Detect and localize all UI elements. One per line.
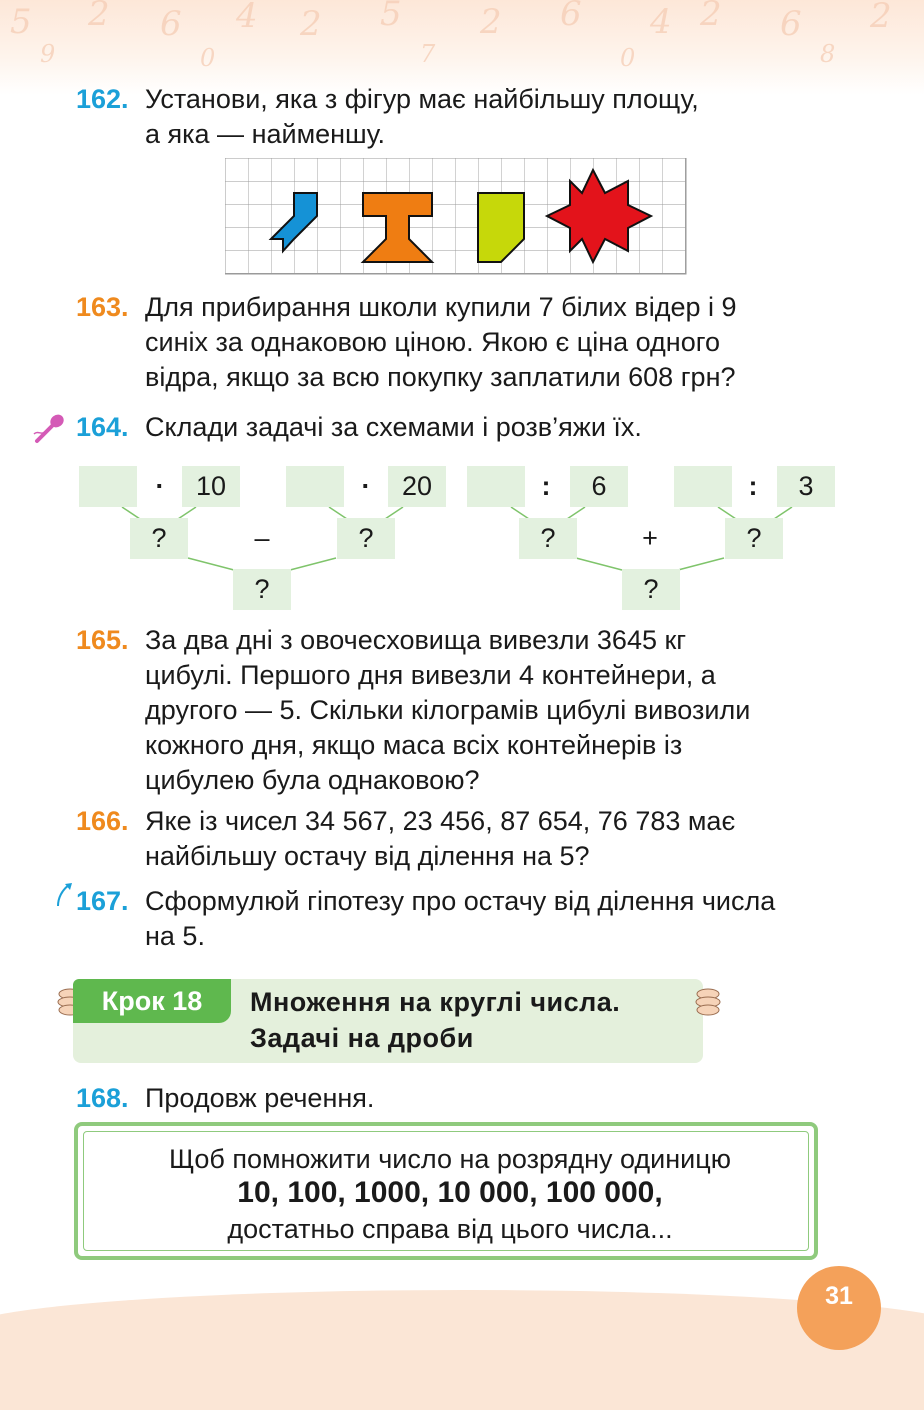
deco-digit: 0 [200,44,216,72]
deco-digit: 6 [780,4,802,44]
deco-digit: 9 [40,40,56,68]
exercise-text-line: Сформулюй гіпотезу про остачу від ділення числа [145,886,776,916]
exercise-text-line: кожного дня, якщо маса всіх контейнерів із [145,730,683,760]
lesson-step-tag: Крок 18 [73,979,231,1023]
exercise-162 [76,82,839,152]
lesson-title-line: Задачі на дроби [250,1023,474,1053]
lesson-title [250,984,620,1056]
pencil-icon [54,882,74,908]
exercise-number: 168. [76,1083,129,1113]
scheme-empty-box [674,466,732,507]
exercise-number: 162. [76,84,129,114]
scheme-operator: · [155,471,165,501]
deco-digit: 5 [10,2,32,42]
exercise-text-line: відра, якщо за всю покупку заплатили 608 грн? [145,362,736,392]
exercise-164 [76,410,839,445]
deco-digit: 8 [820,40,836,68]
deco-digit: 2 [88,0,110,34]
scheme-value-box: 20 [388,466,446,507]
rule-line: достатньо справа від цього числа... [227,1214,673,1244]
deco-digit: 2 [700,0,722,34]
rule-box [74,1122,818,1260]
lesson-title-line: Множення на круглі числа. [250,987,621,1017]
exercise-text-line: на 5. [145,921,205,951]
exercise-168 [76,1081,839,1116]
scheme-question-box: ? [725,518,783,559]
deco-digit: 4 [650,2,672,42]
exercise-text-line: другого — 5. Скільки кілограмів цибулі вивозили [145,695,751,725]
scheme-question-box: ? [233,569,291,610]
exercise-text-line: За два дні з овочесховища вивезли 3645 кг [145,625,687,655]
deco-digit: 7 [420,40,436,68]
microphone-icon [32,410,68,446]
exercise-text-line: Для прибирання школи купили 7 білих відер і 9 [145,292,737,322]
exercise-number: 163. [76,292,129,322]
exercise-text-line: найбільшу остачу від ділення на 5? [145,841,590,871]
hand-icon [694,986,722,1018]
scheme-operator: – [254,523,270,553]
scheme-operator: : [541,471,551,501]
scheme-empty-box [467,466,525,507]
shapes-on-grid [225,158,688,278]
exercise-text-line: а яка — найменшу. [145,119,386,149]
exercise-text: Склади задачі за схемами і розв’яжи їх. [145,412,642,442]
deco-digit: 5 [380,0,402,34]
scheme-empty-box [79,466,137,507]
exercise-number: 167. [76,886,129,916]
scheme-question-box: ? [519,518,577,559]
rule-line-numbers: 10, 100, 1000, 10 000, 100 000, [237,1176,663,1209]
exercise-165 [76,623,839,798]
scheme-operator: + [642,523,658,553]
deco-digit: 6 [160,4,182,44]
deco-digit: 2 [480,2,502,42]
scheme-question-box: ? [337,518,395,559]
exercise-text-line: Яке із чисел 34 567, 23 456, 87 654, 76 783 має [145,806,736,836]
scheme-operator: : [748,471,758,501]
rule-line: Щоб помножити число на розрядну одиницю [169,1144,731,1174]
scheme-question-box: ? [130,518,188,559]
exercise-text: Продовж речення. [145,1083,375,1113]
exercise-text-line: цибулею була однаковою? [145,765,480,795]
exercise-text-line: синіх за однаковою ціною. Якою є ціна одного [145,327,721,357]
deco-digit: 4 [236,0,258,36]
exercise-166 [76,804,839,874]
deco-digit: 2 [870,0,892,36]
exercise-number: 164. [76,412,129,442]
page-number: 31 [797,1266,881,1350]
exercise-number: 165. [76,625,129,655]
exercise-number: 166. [76,806,129,836]
scheme-value-box: 10 [182,466,240,507]
exercise-167 [76,884,839,954]
decorative-header-band [0,0,924,95]
exercise-text-line: Установи, яка з фігур має найбільшу площу, [145,84,699,114]
scheme-operator: · [361,471,371,501]
deco-digit: 0 [620,44,636,72]
decorative-footer-band [0,1290,924,1410]
exercise-text-line: цибулі. Першого дня вивезли 4 контейнери, а [145,660,716,690]
deco-digit: 2 [300,4,322,44]
exercise-163 [76,290,839,395]
scheme-value-box: 3 [777,466,835,507]
scheme-question-box: ? [622,569,680,610]
scheme-value-box: 6 [570,466,628,507]
deco-digit: 6 [560,0,582,34]
scheme-empty-box [286,466,344,507]
